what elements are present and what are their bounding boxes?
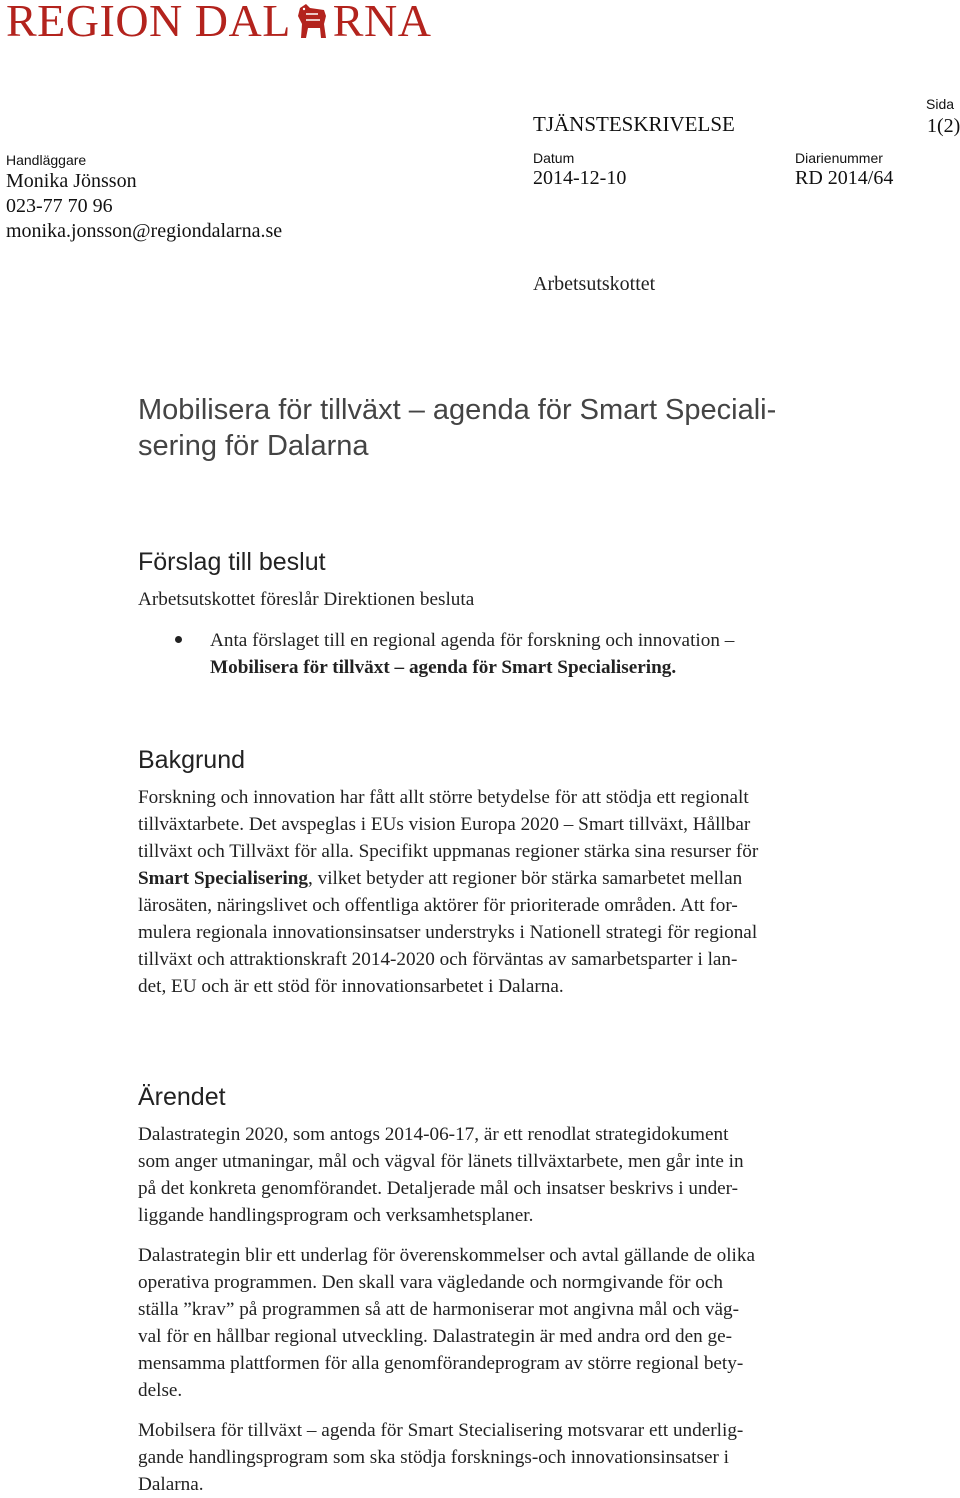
paragraph-line: på det konkreta genomförandet. Detaljerade mål och insatser beskrivs i under- [138,1178,739,1199]
forslag-bullet [210,627,734,681]
datum-label: Datum [533,150,575,166]
title-line-2: sering för Dalarna [138,430,369,462]
forslag-intro: Arbetsutskottet föreslår Direktionen besluta [138,589,475,610]
bakgrund-line: tillväxtarbete. Det avspeglas i EUs vision Europa 2020 – Smart tillväxt, Hållbar [138,814,751,835]
paragraph-line: Mobilsera för tillväxt – agenda för Smart Stecialisering motsvarar ett underlig- [138,1420,744,1441]
logo-text-part1: REGION DAL [6,0,291,46]
sida-label: Sida [926,96,955,112]
bullet-icon [175,636,182,643]
recipient: Arbetsutskottet [533,273,656,295]
arendet-paragraph-1 [138,1121,744,1229]
email-address: monika.jonsson@regiondalarna.se [6,220,283,242]
bakgrund-line: tillväxt och attraktionskraft 2014-2020 och förväntas av samarbetsparter i lan- [138,949,738,970]
bakgrund-line: det, EU och är ett stöd för innovationsarbetet i Dalarna. [138,976,564,997]
paragraph-line: Dalastrategin blir ett underlag för överenskommelser och avtal gällande de olika [138,1245,755,1266]
paragraph-line: ställa ”krav” på programmen så att de harmoniserar mot angivna mål och väg- [138,1299,739,1320]
dala-horse-icon [292,0,332,40]
title-line-1: Mobilisera för tillväxt – agenda för Smart Speciali- [138,394,777,426]
page-number: 1(2) [927,115,960,137]
handlaggare-name: Monika Jönsson [6,170,137,192]
paragraph-line: val för en hållbar regional utveckling. Dalastrategin är med andra ord den ge- [138,1326,733,1347]
paragraph-line: gande handlingsprogram som ska stödja forsknings-och innovationsinsatser i [138,1447,729,1468]
arendet-heading: Ärendet [138,1083,226,1111]
document-title [138,392,858,464]
arendet-paragraph-2 [138,1242,755,1404]
smart-specialisering-bold: Smart Specialisering [138,868,309,889]
paragraph-line: Dalarna. [138,1474,204,1495]
forslag-bullet-line-1: Anta förslaget till en regional agenda för forskning och innovation – [210,630,735,651]
region-dalarna-logo [6,0,431,44]
bakgrund-line: tillväxt och Tillväxt för alla. Specifikt uppmanas regioner stärka sina resurser för [138,841,759,862]
logo-text-part2: RNA [332,0,432,46]
arendet-paragraph-3 [138,1417,743,1498]
bakgrund-line: lärosäten, näringslivet och offentliga aktörer för prioriterade områden. Att for- [138,895,738,916]
paragraph-line: operativa programmen. Den skall vara vägledande och normgivande för och [138,1272,723,1293]
bakgrund-heading: Bakgrund [138,746,246,774]
handlaggare-label: Handläggare [6,152,87,168]
bakgrund-line-rest: , vilket betyder att regioner bör stärka samarbetet mellan [308,868,743,889]
paragraph-line: mensamma plattformen för alla genomförandeprogram av större regional bety- [138,1353,744,1374]
diarienummer-value: RD 2014/64 [795,167,894,189]
bakgrund-line [138,865,758,892]
bakgrund-paragraph [138,784,758,1000]
forslag-heading: Förslag till beslut [138,548,326,576]
paragraph-line: Dalastrategin 2020, som antogs 2014-06-17, är ett renodlat strategidokument [138,1124,729,1145]
bakgrund-line: mulera regionala innovationsinsatser understryks i Nationell strategi för regional [138,922,758,943]
diarienummer-label: Diarienummer [795,150,883,166]
phone-number: 023-77 70 96 [6,195,113,217]
paragraph-line: delse. [138,1380,183,1401]
datum-value: 2014-12-10 [533,167,627,189]
document-type: TJÄNSTESKRIVELSE [533,112,735,136]
paragraph-line: liggande handlingsprogram och verksamhetsplaner. [138,1205,534,1226]
paragraph-line: som anger utmaningar, mål och vägval för länets tillväxtarbete, men går inte in [138,1151,744,1172]
bakgrund-line: Forskning och innovation har fått allt större betydelse för att stödja ett regionalt [138,787,749,808]
forslag-bullet-line-2: Mobilisera för tillväxt – agenda för Smart Specialisering. [210,657,677,678]
